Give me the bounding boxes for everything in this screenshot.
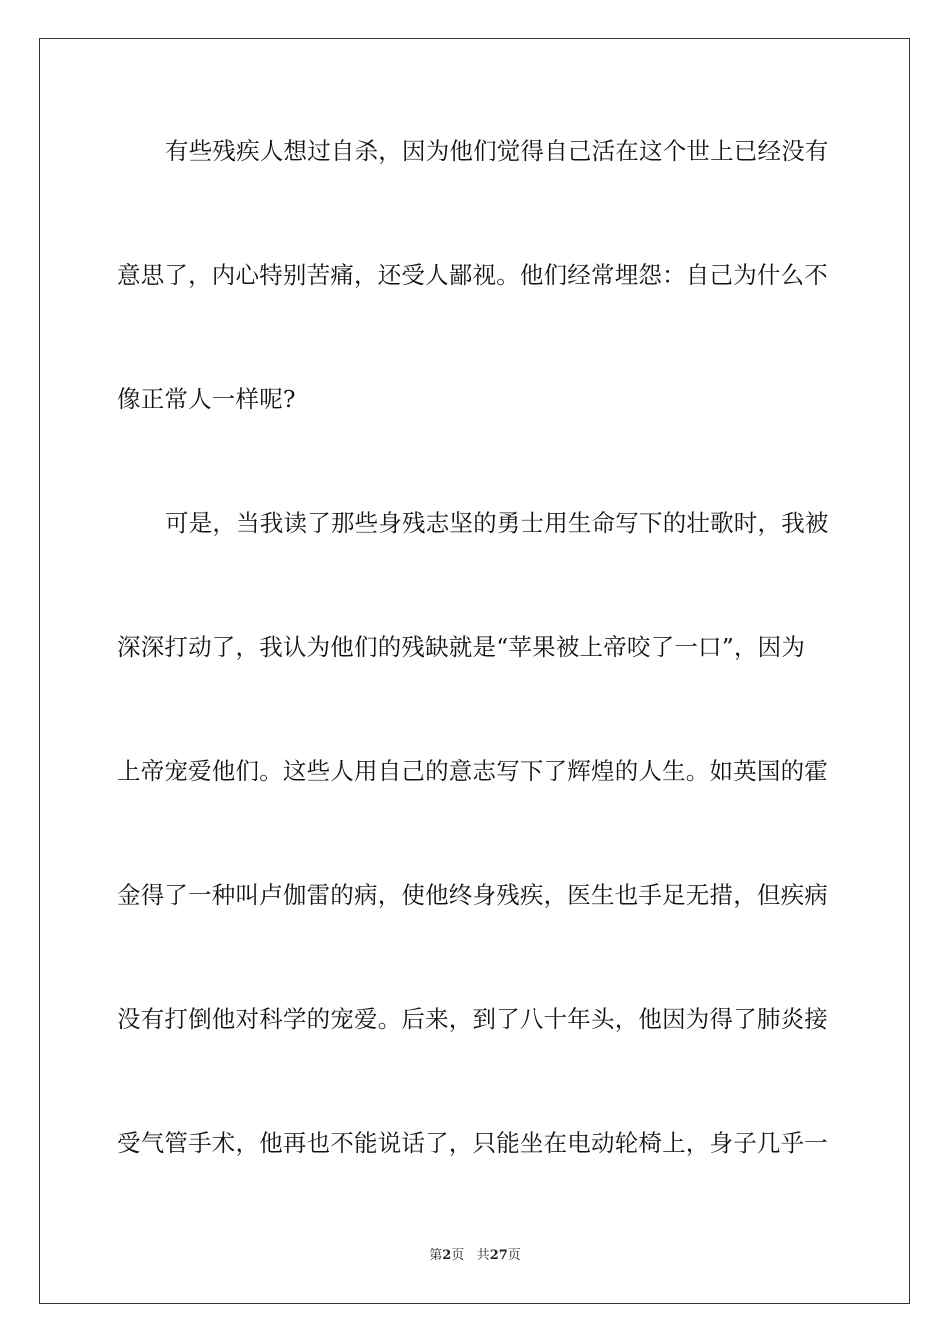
page-suffix: 页 <box>451 1248 465 1263</box>
paragraph-2-line-5: 没有打倒他对科学的宠爱。后来，到了八十年头，他因为得了肺炎接 <box>117 1005 828 1033</box>
page-number: 2 <box>442 1248 452 1263</box>
paragraph-2-line-1: 可是，当我读了那些身残志坚的勇士用生命写下的壮歌时，我被 <box>165 509 829 537</box>
total-prefix: 共 <box>476 1248 490 1263</box>
paragraph-1-line-1: 有些残疾人想过自杀，因为他们觉得自己活在这个世上已经没有 <box>165 137 829 165</box>
paragraph-2-line-2: 深深打动了，我认为他们的残缺就是“苹果被上帝咬了一口”，因为 <box>117 633 806 661</box>
paragraph-2-line-3: 上帝宠爱他们。这些人用自己的意志写下了辉煌的人生。如英国的霍 <box>117 757 828 785</box>
page-prefix: 第 <box>429 1248 443 1263</box>
total-suffix: 页 <box>507 1248 521 1263</box>
paragraph-1-line-2: 意思了，内心特别苦痛，还受人鄙视。他们经常埋怨：自己为什么不 <box>117 261 828 289</box>
paragraph-2-line-4: 金得了一种叫卢伽雷的病，使他终身残疾，医生也手足无措，但疾病 <box>117 881 828 909</box>
page-footer <box>0 1247 950 1265</box>
total-pages: 27 <box>489 1248 508 1263</box>
page-frame <box>39 38 910 1304</box>
paragraph-2-line-6: 受气管手术，他再也不能说话了，只能坐在电动轮椅上，身子几乎一 <box>117 1129 828 1157</box>
paragraph-1-line-3: 像正常人一样呢? <box>117 385 296 413</box>
